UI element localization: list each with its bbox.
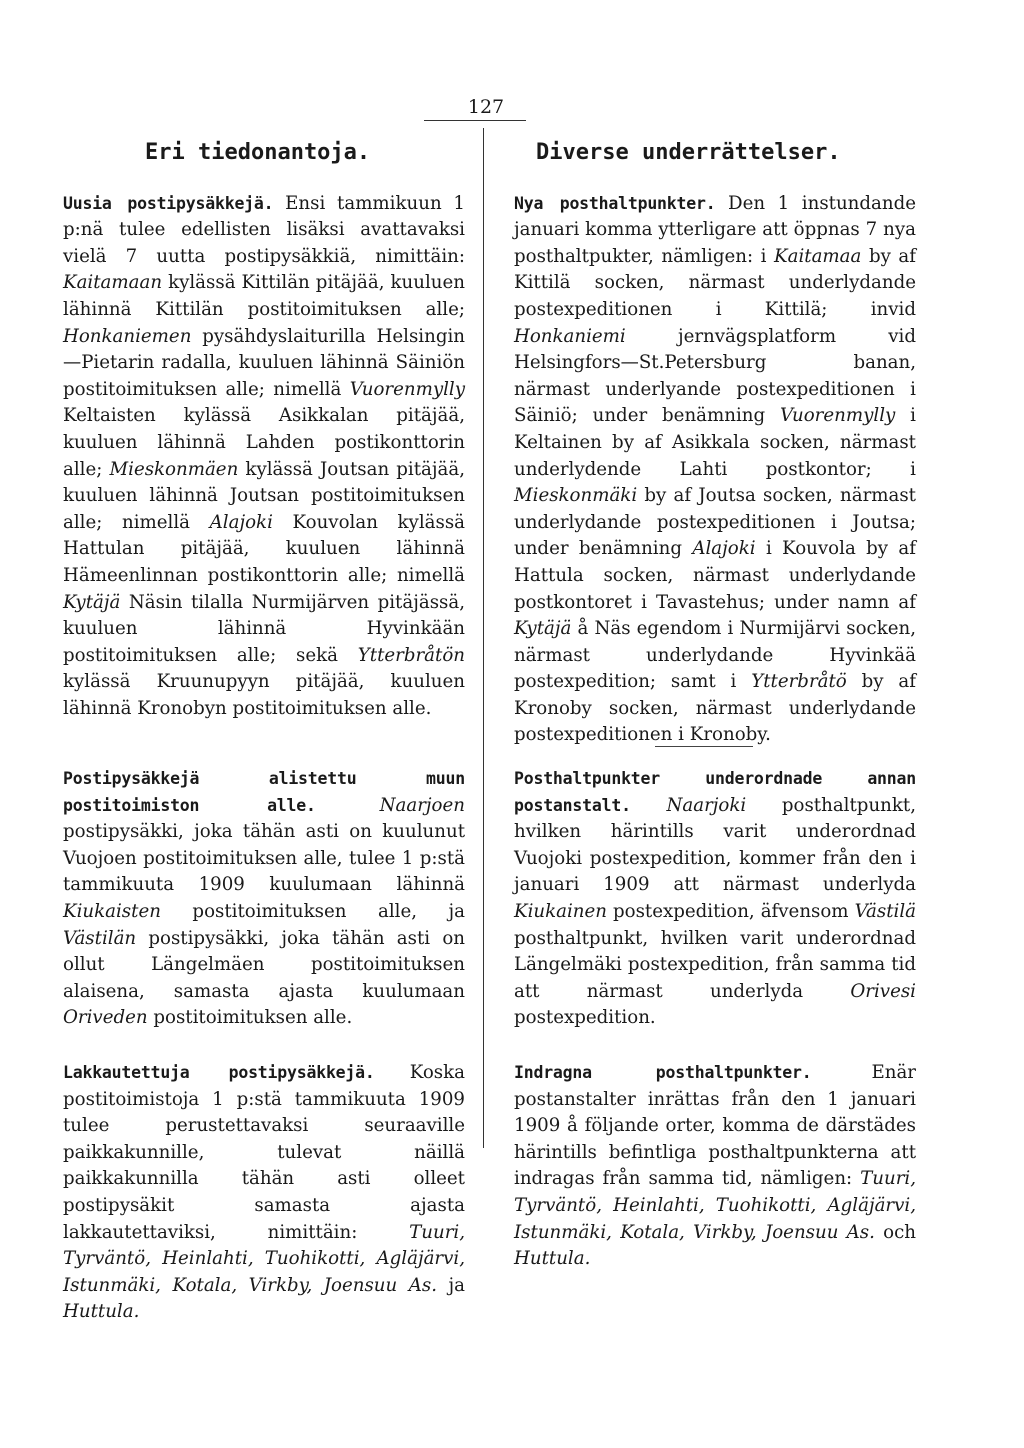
right-lead-1: Nya posthaltpunkter. — [514, 193, 716, 213]
swedish-column — [514, 140, 916, 749]
right-paragraph-discontinued: Indragna posthaltpunkter. Enär postanstalter inrättas från den 1 januari 1909 å följande orter, komma de därstädes härintills befintliga posthaltpunkterna att indragas från samma tid, nämligen: Tuuri, Tyrväntö, Heinlahti, Tuohikotti, Agläjärvi, Istunmäki, Kotala, Virkby, Joensuu As. och Huttula. — [514, 1062, 916, 1270]
swedish-column-2 — [514, 766, 916, 1032]
left-lead-2: Postipysäkkejä alistettu muun postitoimiston alle. — [63, 769, 465, 815]
right-title: Diverse underrättelser. — [536, 140, 841, 165]
finnish-column-3 — [63, 1060, 465, 1326]
left-title: Eri tiedonantoja. — [145, 140, 371, 165]
left-paragraph-discontinued: Lakkautettuja postipysäkkejä. Koska postitoimistoja 1 p:stä tammikuuta 1909 tulee perustettavaksi seuraaville paikkakunnille, tulevat näillä paikkakunnilla tähän asti olleet postipysäkit samasta ajasta lakkautettaviksi, nimittäin: Tuuri, Tyrväntö, Heinlahti, Tuohikotti, Agläjärvi, Istunmäki, Kotala, Virkby, Joensuu As. ja Huttula. — [63, 1062, 465, 1323]
swedish-column-3 — [514, 1060, 916, 1273]
left-paragraph-reassigned: Postipysäkkejä alistettu muun postitoimiston alle. Naarjoen postipysäkki, joka tähän asti on kuulunut Vuojoen postitoimituksen alle, tulee 1 p:stä tammikuuta 1909 kuulumaan lähinnä Kiukaisten postitoimituksen alle, ja Västilän postipysäkki, joka tähän asti on ollut Längelmäen postitoimituksen alaisena, samasta ajasta kuulumaan Oriveden postitoimituksen alle. — [63, 769, 465, 1029]
finnish-column-2 — [63, 766, 465, 1032]
page-number: 127 — [467, 96, 505, 118]
column-divider — [483, 128, 484, 1148]
finnish-column — [63, 140, 465, 722]
right-lead-3: Indragna posthaltpunkter. — [514, 1063, 812, 1082]
right-lead-2: Posthaltpunkter underordnade annan postanstalt. — [514, 769, 916, 815]
left-lead-1: Uusia postipysäkkejä. — [63, 193, 274, 213]
header-rule — [424, 120, 526, 121]
right-paragraph-reassigned: Posthaltpunkter underordnade annan postanstalt. Naarjoki posthaltpunkt, hvilken härintills varit underordnad Vuojoki postexpedition, kommer från den i januari 1909 att närmast underlyda Kiukainen postexpedition, äfvensom Västilä posthaltpunkt, hvilken varit underordnad Längelmäki postexpedition, från samma tid att närmast underlyda Orivesi postexpedition. — [514, 769, 916, 1029]
right-paragraph-new-stations: Nya posthaltpunkter. Den 1 instundande januari komma ytterligare att öppnas 7 nya posthaltpukter, nämligen: i Kaitamaa by af Kittilä socken, närmast underlydande postexpeditionen i Kittilä; invid Honkaniemi jernvägsplatform vid Helsingfors—St.Petersburg banan, närmast underlyande postexpeditionen i Säiniö; under benämning Vuorenmylly i Keltainen by af Asikkala socken, närmast underlydende Lahti postkontor; i Mieskonmäki by af Joutsa socken, närmast underlydande postexpeditionen i Joutsa; under benämning Alajoki i Kouvola by af Hattula socken, närmast underlydande postkontoret i Tavastehus; under namn af Kytäjä å Näs egendom i Nurmijärvi socken, närmast underlydande Hyvinkää postexpedition; samt i Ytterbråtö by af Kronoby socken, närmast underlydande postexpeditionen i Kronoby. — [514, 192, 916, 746]
left-lead-3: Lakkautettuja postipysäkkejä. — [63, 1063, 375, 1082]
left-paragraph-new-stations: Uusia postipysäkkejä. Ensi tammikuun 1 p:nä tulee edellisten lisäksi avattavaksi vielä 7 uutta postipysäkkiä, nimittäin: Kaitamaan kylässä Kittilän pitäjää, kuuluen lähinnä Kittilän postitoimituksen alle; Honkaniemen pysähdyslaiturilla Helsingin—Pietarin radalla, kuuluen lähinnä Säiniön postitoimituksen alle; nimellä Vuorenmylly Keltaisten kylässä Asikkalan pitäjää, kuuluen lähinnä Lahden postikonttorin alle; Mieskonmäen kylässä Joutsan pitäjää, kuuluen lähinnä Joutsan postitoimituksen alle; nimellä Alajoki Kouvolan kylässä Hattulan pitäjää, kuuluen lähinnä Hämeenlinnan postikonttorin alle; nimellä Kytäjä Näsin tilalla Nurmijärven pitäjässä, kuuluen lähinnä Hyvinkään postitoimituksen alle; sekä Ytterbråtön kylässä Kruunupyyn pitäjää, kuuluen lähinnä Kronobyn postitoimituksen alle. — [63, 192, 466, 719]
